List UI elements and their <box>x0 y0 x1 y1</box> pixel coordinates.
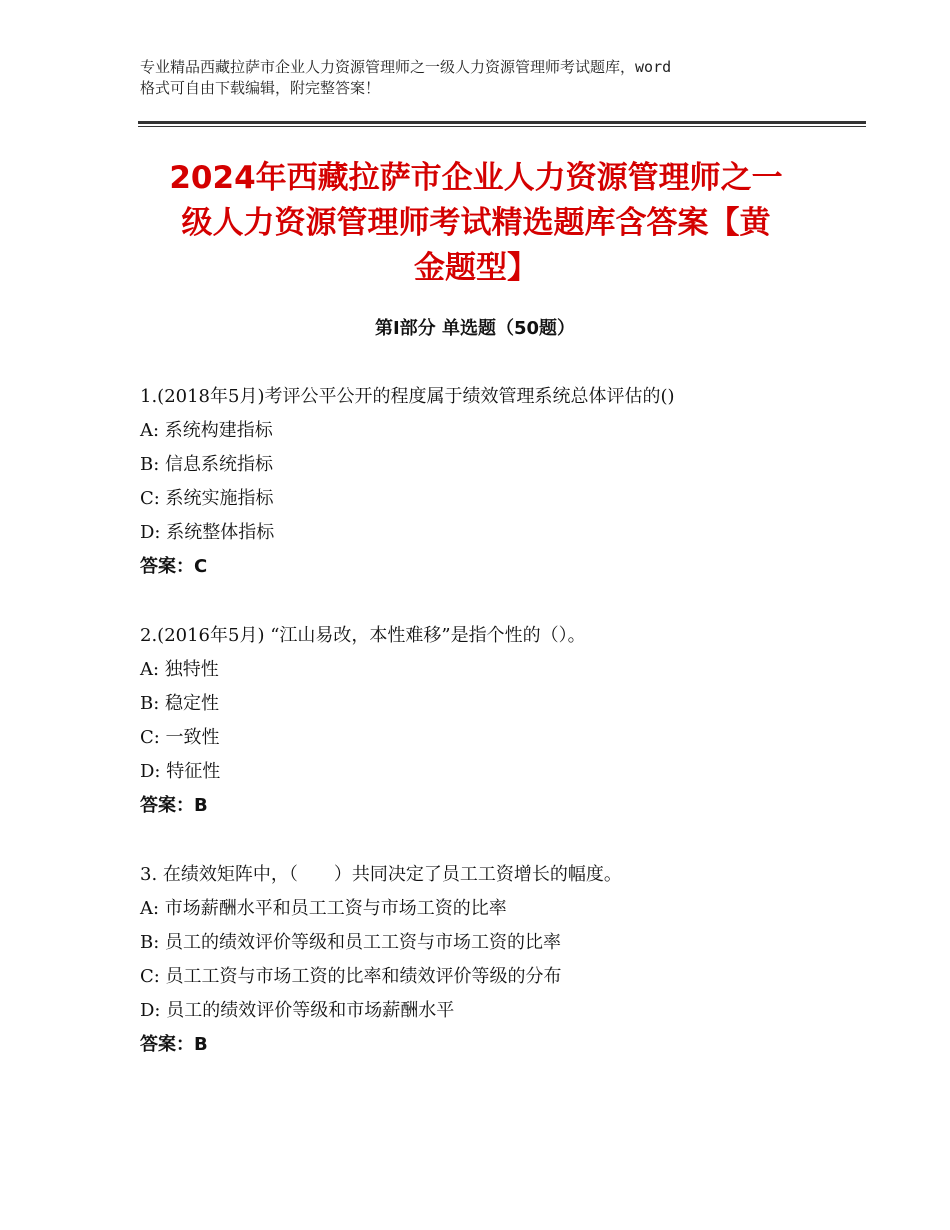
header-note-line-1: 专业精品西藏拉萨市企业人力资源管理师之一级人力资源管理师考试题库，word <box>140 58 672 76</box>
answer: 答案：B <box>140 795 208 816</box>
question-3 <box>140 858 860 1062</box>
section-heading: 第Ⅰ部分 单选题（50题） <box>374 318 575 339</box>
option-b: B: 信息系统指标 <box>140 454 274 475</box>
option-d: D: 员工的绩效评价等级和市场薪酬水平 <box>140 1000 455 1021</box>
header-divider-thin <box>138 126 866 127</box>
option-b: B: 员工的绩效评价等级和员工工资与市场工资的比率 <box>140 932 562 953</box>
answer: 答案：B <box>140 1034 208 1055</box>
document-title-line-1: 2024年西藏拉萨市企业人力资源管理师之一 <box>169 160 783 196</box>
answer: 答案：C <box>140 556 208 577</box>
option-a: A: 市场薪酬水平和员工工资与市场工资的比率 <box>140 898 507 919</box>
document-title-line-2: 级人力资源管理师考试精选题库含答案【黄 <box>181 205 771 241</box>
option-d: D: 特征性 <box>140 761 221 782</box>
option-c: C: 员工工资与市场工资的比率和绩效评价等级的分布 <box>140 966 562 987</box>
option-d: D: 系统整体指标 <box>140 522 275 543</box>
option-a: A: 系统构建指标 <box>140 420 273 441</box>
question-stem: 1.(2018年5月)考评公平公开的程度属于绩效管理系统总体评估的() <box>140 386 675 407</box>
option-c: C: 系统实施指标 <box>140 488 274 509</box>
question-stem: 2.(2016年5月) “江山易改，本性难移”是指个性的（）。 <box>140 625 586 646</box>
document-title <box>138 156 814 291</box>
question-1 <box>140 380 860 584</box>
header-note-line-2: 格式可自由下载编辑，附完整答案！ <box>140 79 381 97</box>
option-a: A: 独特性 <box>140 659 219 680</box>
header-divider-thick <box>138 121 866 124</box>
header-note <box>140 57 840 99</box>
question-stem: 3. 在绩效矩阵中，（ ）共同决定了员工工资增长的幅度。 <box>140 864 622 885</box>
option-c: C: 一致性 <box>140 727 220 748</box>
document-title-line-3: 金题型】 <box>414 250 538 286</box>
question-2 <box>140 619 860 823</box>
option-b: B: 稳定性 <box>140 693 220 714</box>
